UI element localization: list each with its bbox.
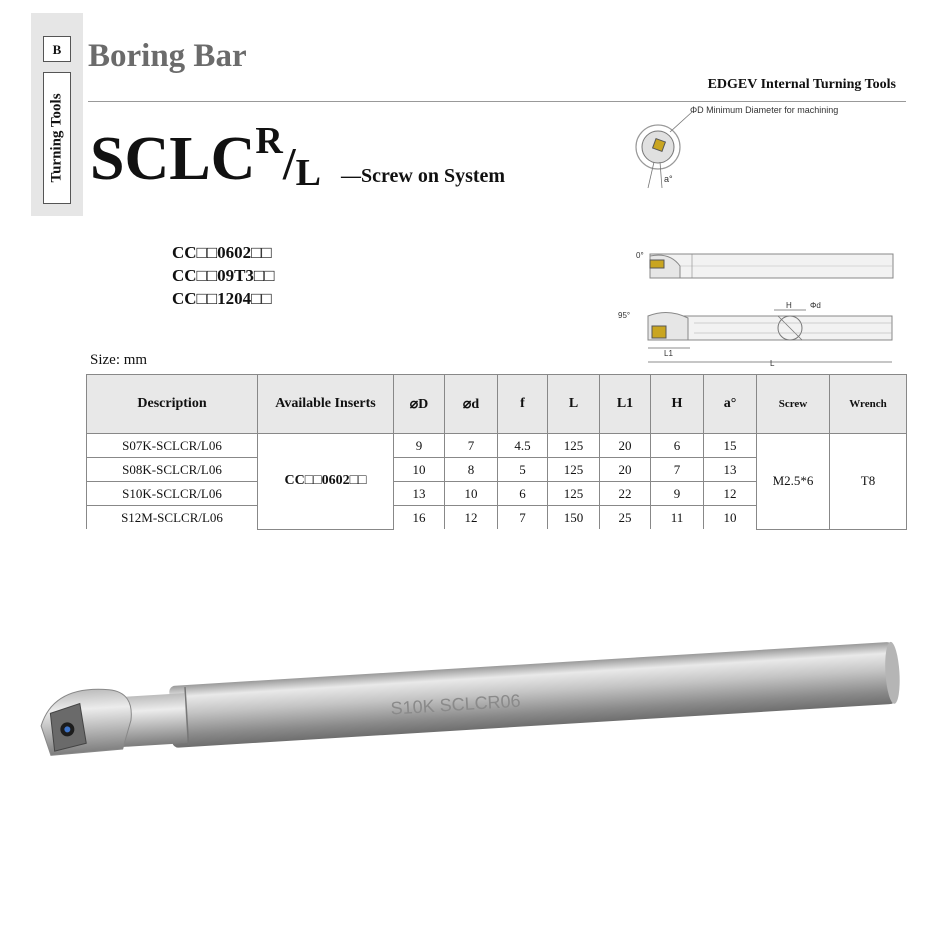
cell-L1: 20 xyxy=(600,434,651,458)
cell-H: 6 xyxy=(651,434,704,458)
phi-d-label: Φd xyxy=(810,301,821,310)
h-label: H xyxy=(786,301,792,310)
cell-a: 15 xyxy=(704,434,757,458)
cell-D: 16 xyxy=(394,506,445,530)
min-diameter-note: ΦD Minimum Diameter for machining xyxy=(690,105,839,115)
col-L: L xyxy=(548,375,600,434)
leader-line xyxy=(670,112,692,132)
cell-d: 8 xyxy=(445,458,498,482)
product-photo xyxy=(0,560,930,810)
side-view-diagram xyxy=(608,296,904,368)
cell-inserts: CC□□0602□□ xyxy=(258,434,394,530)
section-letter: B xyxy=(43,36,71,62)
col-D: ⌀D xyxy=(394,375,445,434)
angle-95-label: 95° xyxy=(618,311,631,320)
col-screw: Screw xyxy=(757,375,830,434)
header-row xyxy=(87,375,907,434)
l-label: L xyxy=(770,359,775,368)
model-sub: L xyxy=(295,152,321,194)
cell-L: 150 xyxy=(548,506,600,530)
model-slash: / xyxy=(282,138,296,189)
insert-code: CC□□0602□□ xyxy=(172,243,272,262)
col-inserts: Available Inserts xyxy=(258,375,394,434)
col-H: H xyxy=(651,375,704,434)
cell-description: S12M-SCLCR/L06 xyxy=(87,506,258,530)
angle-line xyxy=(648,162,654,188)
cell-L1: 22 xyxy=(600,482,651,506)
page-title: Boring Bar xyxy=(88,38,247,74)
insert-code: CC□□09T3□□ xyxy=(172,266,275,285)
brand-line: EDGEV Internal Turning Tools xyxy=(707,77,896,92)
min-diameter-diagram xyxy=(630,102,850,194)
cell-D: 13 xyxy=(394,482,445,506)
col-f: f xyxy=(498,375,548,434)
angle-0-label: 0° xyxy=(636,251,644,260)
cell-f: 5 xyxy=(498,458,548,482)
cell-H: 7 xyxy=(651,458,704,482)
col-L1: L1 xyxy=(600,375,651,434)
model-main: SCLC xyxy=(90,125,256,193)
cell-a: 13 xyxy=(704,458,757,482)
cell-H: 9 xyxy=(651,482,704,506)
col-description: Description xyxy=(87,375,258,434)
cell-description: S07K-SCLCR/L06 xyxy=(87,434,258,458)
angle-a-label: a° xyxy=(664,174,673,184)
model-sup: R xyxy=(255,120,283,162)
cell-description: S08K-SCLCR/L06 xyxy=(87,458,258,482)
size-label: Size: mm xyxy=(90,352,148,368)
col-a: a° xyxy=(704,375,757,434)
cell-d: 12 xyxy=(445,506,498,530)
cell-a: 12 xyxy=(704,482,757,506)
spec-table xyxy=(86,374,907,530)
cell-wrench: T8 xyxy=(830,434,907,530)
cell-H: 11 xyxy=(651,506,704,530)
cell-L: 125 xyxy=(548,434,600,458)
cell-L: 125 xyxy=(548,482,600,506)
top-view-diagram xyxy=(620,246,910,286)
cell-d: 10 xyxy=(445,482,498,506)
cell-a: 10 xyxy=(704,506,757,530)
col-wrench: Wrench xyxy=(830,375,907,434)
cell-d: 7 xyxy=(445,434,498,458)
cell-L1: 25 xyxy=(600,506,651,530)
col-d: ⌀d xyxy=(445,375,498,434)
system-label: —Screw on System xyxy=(341,165,506,187)
cell-L: 125 xyxy=(548,458,600,482)
cell-f: 7 xyxy=(498,506,548,530)
table-row xyxy=(87,434,907,458)
bar-shank xyxy=(169,642,896,748)
cell-D: 10 xyxy=(394,458,445,482)
section-name: Turning Tools xyxy=(48,93,65,183)
cell-description: S10K-SCLCR/L06 xyxy=(87,482,258,506)
cell-f: 4.5 xyxy=(498,434,548,458)
l1-label: L1 xyxy=(664,349,673,358)
cell-L1: 20 xyxy=(600,458,651,482)
angle-line xyxy=(660,162,662,188)
insert-shape xyxy=(650,260,664,268)
cell-D: 9 xyxy=(394,434,445,458)
insert-code: CC□□1204□□ xyxy=(172,289,272,308)
model-title xyxy=(90,120,321,195)
cell-screw: M2.5*6 xyxy=(757,434,830,530)
insert-shape xyxy=(652,326,666,338)
engraving-text: S10K SCLCR06 xyxy=(390,690,522,719)
cell-f: 6 xyxy=(498,482,548,506)
